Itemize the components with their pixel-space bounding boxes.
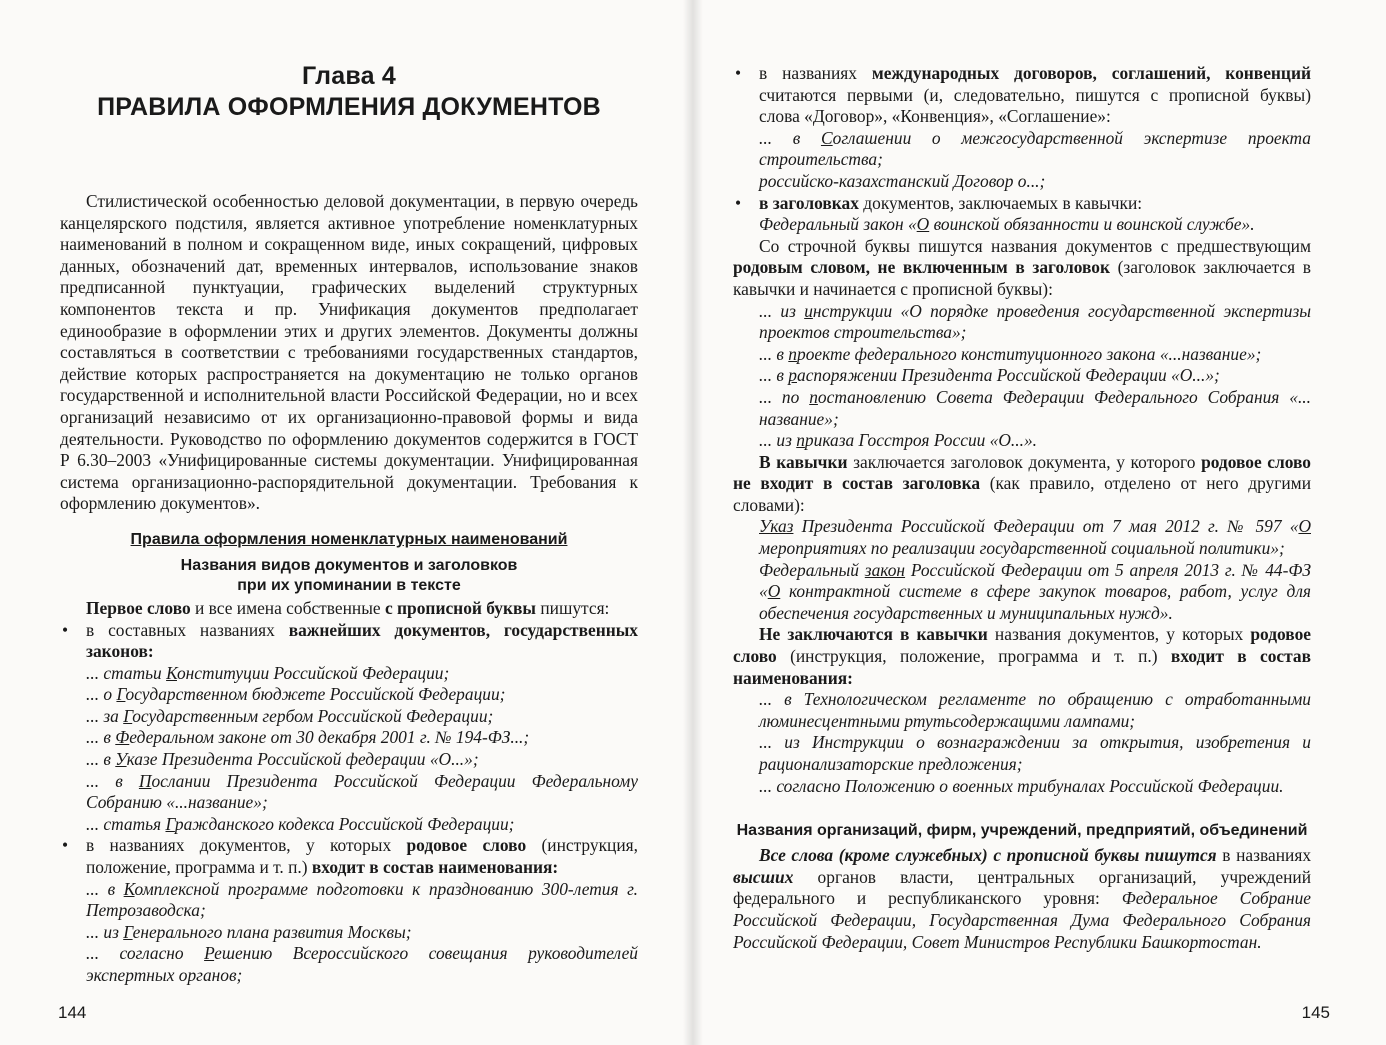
example-line: ... согласно Положению о военных трибуналах Российской Федерации. bbox=[759, 775, 1284, 796]
rule-paragraph: В кавычки заключается заголовок документа, у которого родовое слово не входит в состав заголовка (как правило, отделено от него другими словами): bbox=[733, 451, 1312, 515]
example-line: ... из Инструкции о вознаграждении за открытия, изобретения и рационализаторские предложения; bbox=[759, 732, 1311, 774]
right-column bbox=[733, 0, 1311, 953]
example-line: Указ Президента Российской Федерации от 7 мая 2012 г. № 597 «О мероприятиях по реализации государственной социальной политики»; bbox=[759, 516, 1311, 559]
example-line: ... в проекте федерального конституционного закона «...название»; bbox=[759, 343, 1262, 364]
rule-paragraph: Первое слово и все имена собственные с прописной буквы пишутся: bbox=[86, 597, 610, 618]
example-line: Федеральный закон Российской Федерации от 5 апреля 2013 г. № 44-ФЗ «О контрактной системе в сфере закупок товаров, работ, услуг для обеспечения государственных и муниципальных нужд». bbox=[759, 559, 1311, 623]
example-line: ... согласно Решению Всероссийского совещания руководителей экспертных органов; bbox=[86, 943, 638, 985]
book-gutter bbox=[683, 0, 703, 1045]
chapter-title: ПРАВИЛА ОФОРМЛЕНИЯ ДОКУМЕНТОВ bbox=[97, 93, 601, 121]
rule-paragraph: Со строчной буквы пишутся названия документов с предшествующим родовым словом, не включенным в заголовок (заголовок заключается в кавычки и начинается с прописной буквы): bbox=[733, 235, 1311, 299]
subsection-heading: Названия видов документов и заголовков при их упоминании в тексте bbox=[180, 556, 518, 594]
bullet-item: • в названиях документов, у которых родовое слово (инструкция, положение, программа и т. п.) входит в состав наименования: bbox=[60, 835, 638, 878]
example-line: ... статьи Конституции Российской Федерации; bbox=[86, 662, 450, 683]
bullet-item: • в составных названиях важнейших документов, государственных законов: bbox=[60, 620, 638, 663]
page-right bbox=[693, 0, 1386, 1045]
intro-paragraph: Стилистической особенностью деловой документации, в первую очередь канцелярского подстиля, является активное употребление номенклатурных наименований в полном и сокращенном виде, иных сокращений, цифровых данных, обозначений дат, временных интервалов, использование знаков предписанной пунктуации, графических выделений структурных компонентов текста и пр. Унификация документов предполагает единообразие в оформлении этих и других элементов. Документы должны составляться в соответствии с требованиями государственных стандартов, действие которых распространяется на документацию не только органов государственной и исполнительной власти Российской Федерации, но и всех организаций независимо от их организационно-правовой формы и вида деятельности. Руководство по оформлению документов содержится в ГОСТ Р 6.30–2003 «Унифицированные системы документации. Унифицированная система организационно-распорядительной документации. Требования к оформлению документов». bbox=[60, 191, 638, 514]
example-line: ... в Федеральном законе от 30 декабря 2001 г. № 194-ФЗ...; bbox=[86, 727, 530, 748]
example-line: российско-казахстанский Договор о...; bbox=[759, 170, 1046, 191]
example-line: ... в Технологическом регламенте по обращению с отработанными люминесцентными ртутьсодержащими лампами; bbox=[759, 689, 1311, 731]
example-list-1 bbox=[60, 663, 638, 836]
example-line: ... за Государственным гербом Российской Федерации; bbox=[86, 705, 494, 726]
example-line: ... в Указе Президента Российской федерации «О...»; bbox=[86, 749, 479, 770]
example-line: ... из приказа Госстроя России «О...». bbox=[759, 430, 1038, 451]
rule-paragraph: Не заключаются в кавычки названия документов, у которых родовое слово (инструкция, положение, программа и т. п.) входит в состав наименования: bbox=[733, 624, 1311, 688]
example-line: Федеральный закон «О воинской обязанности и воинской службе». bbox=[759, 214, 1255, 235]
bullet-item: • в заголовках документов, заключаемых в кавычки: bbox=[733, 193, 1311, 215]
example-line: ... по постановлению Совета Федерации Федерального Собрания «... название»; bbox=[759, 386, 1311, 429]
bullet-item: • в названиях международных договоров, соглашений, конвенций считаются первыми (и, следовательно, пишутся с прописной буквы) слова «Договор», «Конвенция», «Соглашение»: bbox=[733, 63, 1311, 128]
page-number-left: 144 bbox=[58, 1003, 87, 1022]
example-line: ... статья Гражданского кодекса Российской Федерации; bbox=[86, 813, 515, 834]
example-line: ... из Генерального плана развития Москвы; bbox=[86, 921, 412, 942]
page-number-right: 145 bbox=[1301, 1003, 1330, 1022]
section-heading: Правила оформления номенклатурных наименований bbox=[130, 530, 568, 548]
example-line: ... в Послании Президента Российской Федерации Федеральному Собранию «...название»; bbox=[86, 770, 638, 813]
example-line: ... в Комплексной программе подготовки к празднованию 300-летия г. Петрозаводска; bbox=[86, 878, 638, 921]
chapter-number: Глава 4 bbox=[302, 62, 396, 90]
example-line: ... о Государственном бюджете Российской Федерации; bbox=[86, 684, 506, 705]
example-line: ... из инструкции «О порядке проведения государственной экспертизы проектов строительства»; bbox=[759, 300, 1312, 343]
example-list-2 bbox=[60, 879, 638, 987]
example-list-5 bbox=[733, 301, 1311, 452]
example-line: ... в распоряжении Президента Российской Федерации «О...»; bbox=[759, 365, 1220, 386]
left-column bbox=[60, 0, 638, 987]
rule-paragraph: Все слова (кроме служебных) с прописной буквы пишутся в названиях высших органов власти, центральных организаций, учреждений федерального и республиканского уровня: Федеральное Собрание Российской Федерации, Государственная Дума Федерального Собрания Российской Федерации, Совет Министров Республики Башкортостан. bbox=[733, 845, 1312, 952]
example-list-7 bbox=[733, 689, 1311, 797]
example-line: ... в Соглашении о межгосударственной экспертизе проекта строительства; bbox=[759, 127, 1311, 170]
section-heading-organizations: Названия организаций, фирм, учреждений, предприятий, объединений bbox=[736, 822, 1308, 840]
